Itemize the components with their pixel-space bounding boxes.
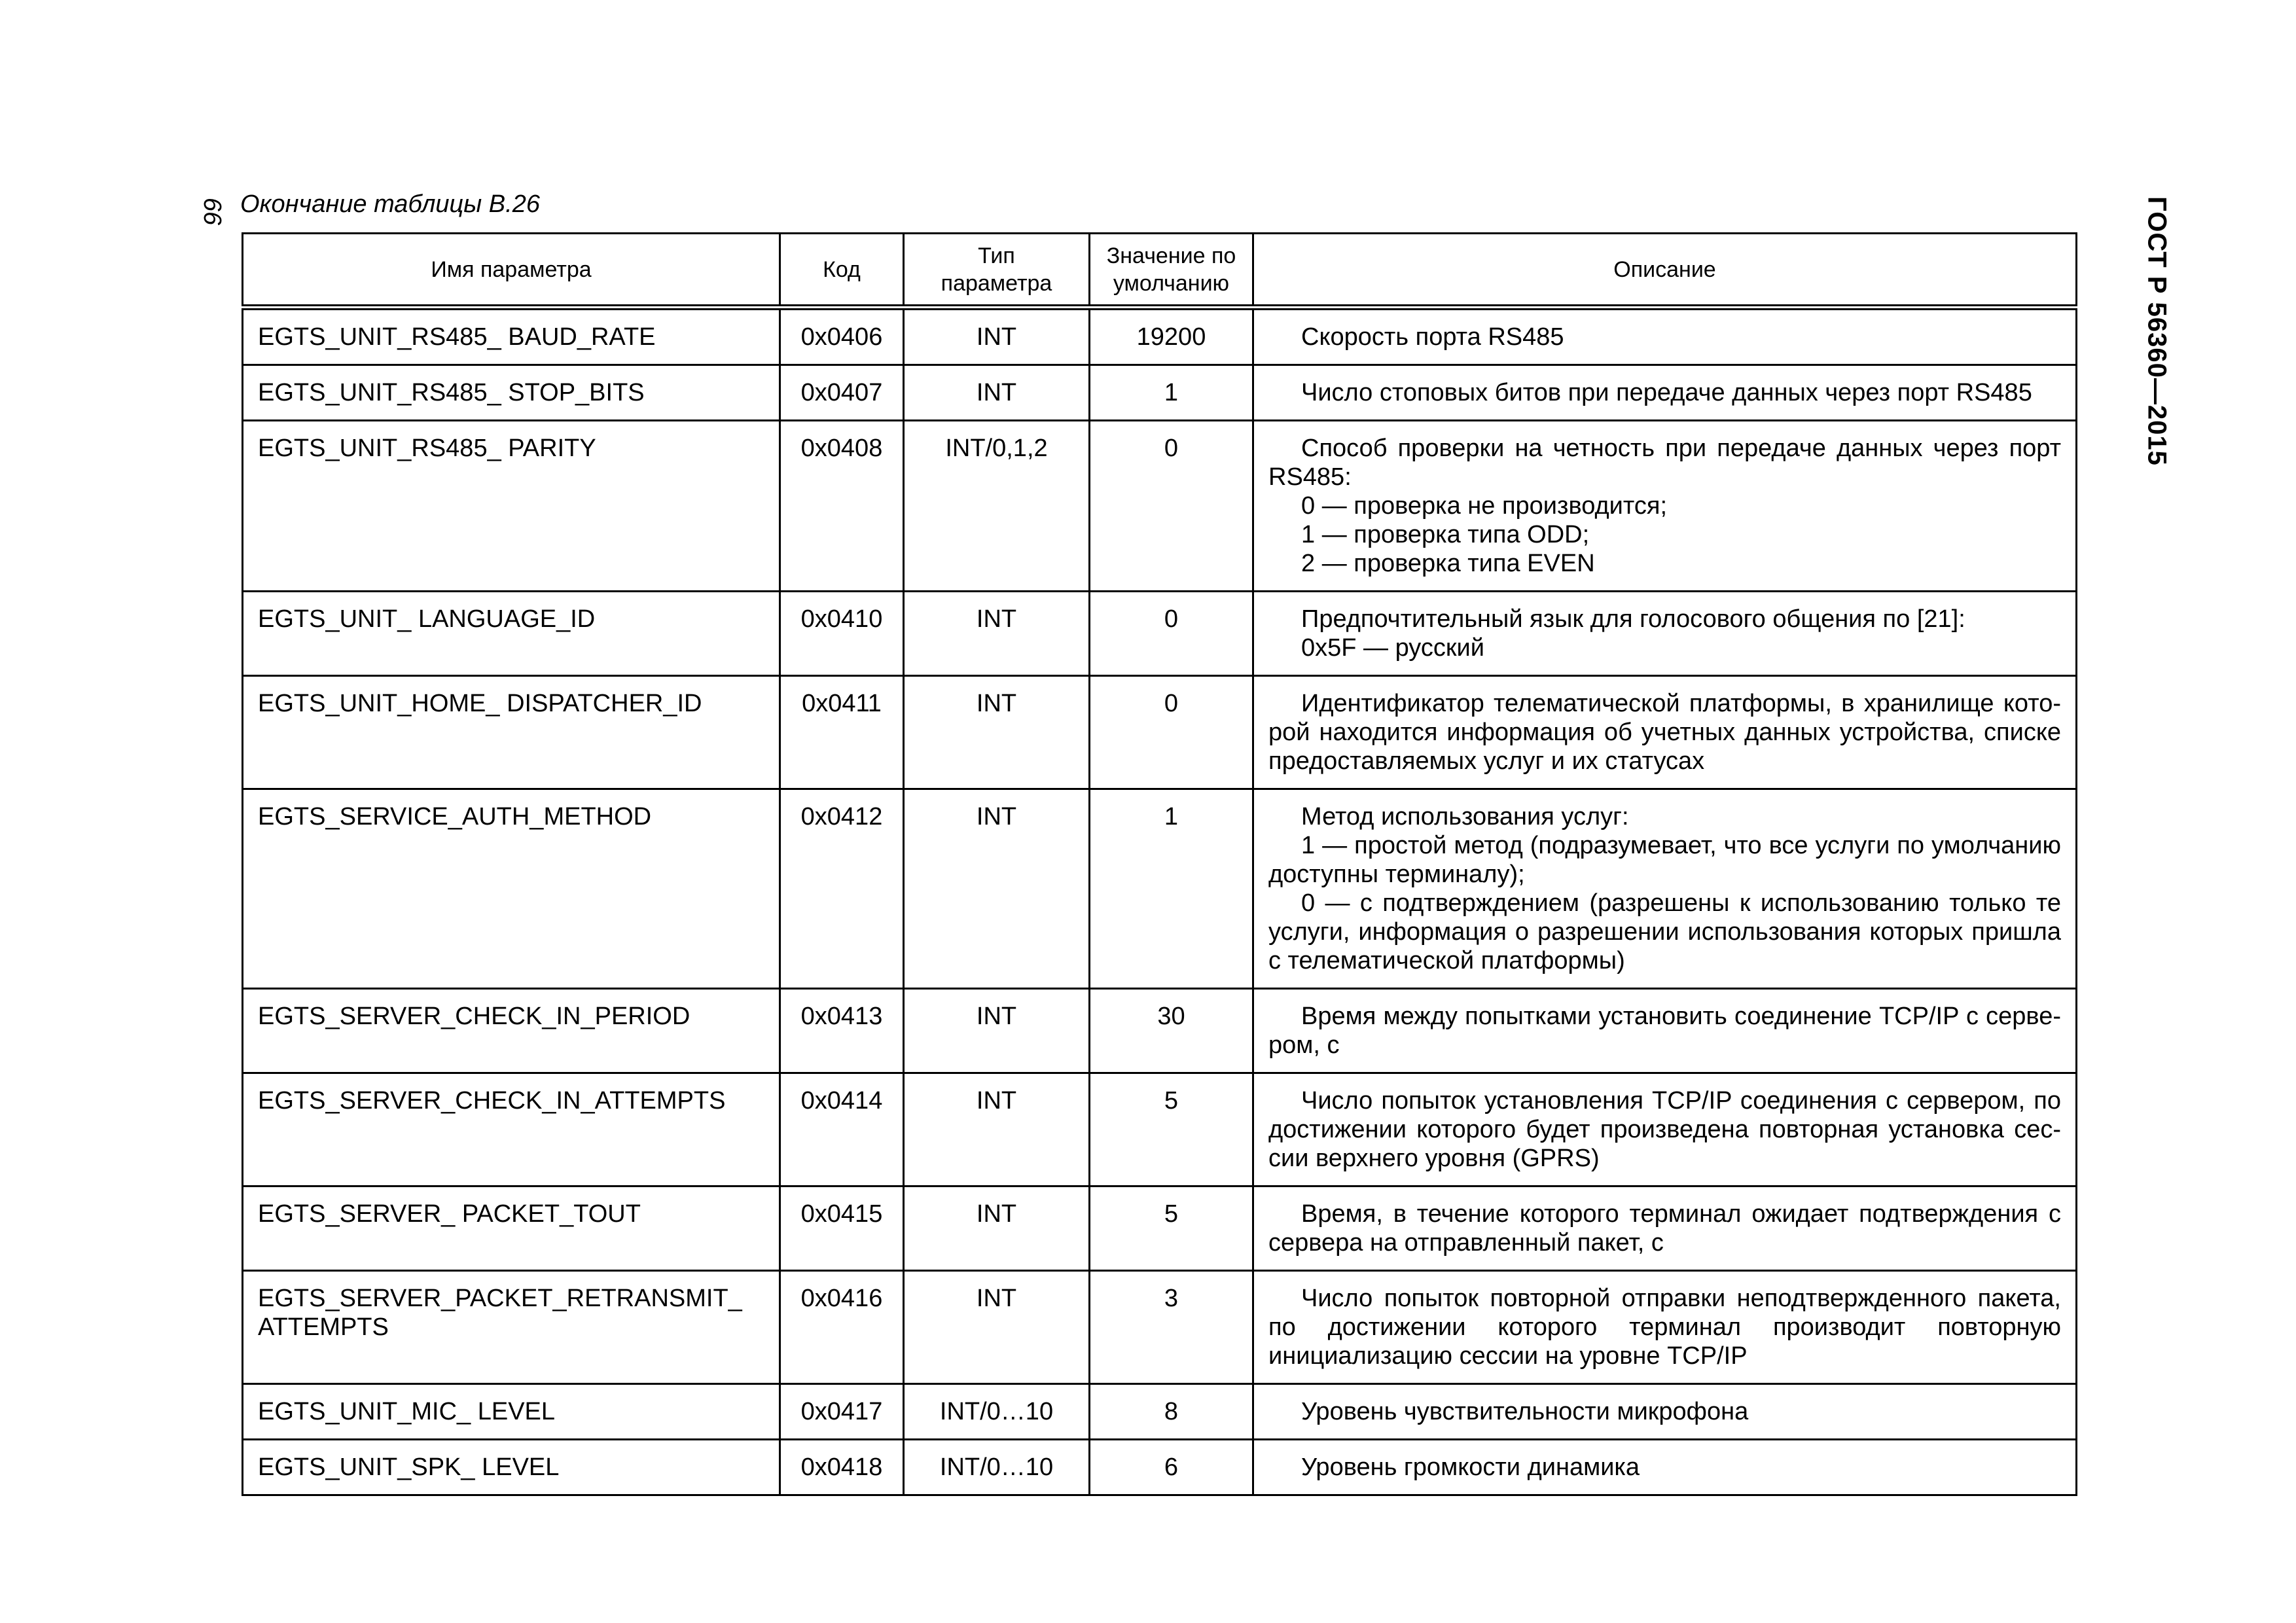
default-cell: 19200 bbox=[1090, 308, 1253, 365]
header-type: Тип параметра bbox=[904, 234, 1090, 308]
type-cell: INT bbox=[904, 1271, 1090, 1384]
param-name-cell: EGTS_SERVER_ PACKET_TOUT bbox=[243, 1186, 780, 1271]
code-cell: 0x0412 bbox=[780, 789, 904, 989]
default-cell: 0 bbox=[1090, 592, 1253, 676]
description-line: Число попыток повторной отправки неподтвержденного пакета, по достижении которого терминал производит повторную инициализацию сессии на уровне TCP/IP bbox=[1268, 1285, 2061, 1370]
description-line: Метод использования услуг: bbox=[1301, 803, 1629, 830]
code-cell: 0x0410 bbox=[780, 592, 904, 676]
type-cell: INT bbox=[904, 308, 1090, 365]
code-cell: 0x0418 bbox=[780, 1440, 904, 1495]
description-cell bbox=[1253, 1073, 2077, 1186]
code-cell: 0x0417 bbox=[780, 1384, 904, 1440]
description-cell bbox=[1253, 365, 2077, 421]
table-row bbox=[243, 1073, 2077, 1186]
param-name-cell: EGTS_SERVER_CHECK_IN_PERIOD bbox=[243, 989, 780, 1073]
description-line: Уровень громкости динамика bbox=[1301, 1454, 1640, 1481]
description-line: Число стоповых битов при передаче данных через порт RS485 bbox=[1301, 379, 2032, 406]
default-cell: 6 bbox=[1090, 1440, 1253, 1495]
description-line: 0 — проверка не производится; bbox=[1301, 492, 1668, 520]
code-cell: 0x0413 bbox=[780, 989, 904, 1073]
type-cell: INT bbox=[904, 1186, 1090, 1271]
type-cell: INT bbox=[904, 789, 1090, 989]
type-cell: INT bbox=[904, 1073, 1090, 1186]
code-cell: 0x0414 bbox=[780, 1073, 904, 1186]
code-cell: 0x0415 bbox=[780, 1186, 904, 1271]
table-row bbox=[243, 308, 2077, 365]
default-cell: 30 bbox=[1090, 989, 1253, 1073]
description-cell bbox=[1253, 1271, 2077, 1384]
param-name-cell: EGTS_UNIT_RS485_ STOP_BITS bbox=[243, 365, 780, 421]
param-name-cell: EGTS_UNIT_HOME_ DISPATCHER_ID bbox=[243, 676, 780, 789]
default-cell: 5 bbox=[1090, 1073, 1253, 1186]
param-name-cell: EGTS_UNIT_SPK_ LEVEL bbox=[243, 1440, 780, 1495]
table-row bbox=[243, 1271, 2077, 1384]
table-row bbox=[243, 1384, 2077, 1440]
code-cell: 0x0408 bbox=[780, 421, 904, 592]
description-line: 1 — проверка типа ODD; bbox=[1301, 521, 1590, 548]
description-line: Время между попытками установить соединение TCP/IP с сервером, с bbox=[1268, 1003, 2061, 1059]
param-name-cell: EGTS_SERVER_CHECK_IN_ATTEMPTS bbox=[243, 1073, 780, 1186]
table-row bbox=[243, 1186, 2077, 1271]
default-cell: 3 bbox=[1090, 1271, 1253, 1384]
default-cell: 8 bbox=[1090, 1384, 1253, 1440]
description-cell bbox=[1253, 676, 2077, 789]
description-line: Идентификатор телематической платформы, в хранилище которой находится информация об учетных данных устройства, списке предоставляемых услуг и их статусах bbox=[1268, 690, 2061, 775]
description-line: Способ проверки на четность при передаче данных через порт RS485: bbox=[1268, 435, 2061, 491]
header-code: Код bbox=[780, 234, 904, 308]
default-cell: 0 bbox=[1090, 676, 1253, 789]
param-name-cell: EGTS_UNIT_RS485_ PARITY bbox=[243, 421, 780, 592]
code-cell: 0x0411 bbox=[780, 676, 904, 789]
description-line: Предпочтительный язык для голосового общения по [21]: bbox=[1301, 605, 1965, 633]
default-cell: 1 bbox=[1090, 365, 1253, 421]
table-header-row bbox=[243, 234, 2077, 308]
description-cell bbox=[1253, 308, 2077, 365]
description-line: Уровень чувствительности микрофона bbox=[1301, 1398, 1749, 1425]
type-cell: INT bbox=[904, 365, 1090, 421]
param-name-cell: EGTS_UNIT_ LANGUAGE_ID bbox=[243, 592, 780, 676]
param-name-cell: EGTS_UNIT_MIC_ LEVEL bbox=[243, 1384, 780, 1440]
code-cell: 0x0406 bbox=[780, 308, 904, 365]
table-row bbox=[243, 592, 2077, 676]
description-line: Число попыток установления TCP/IP соединения с сервером, по достижении которого будет произведена повторная установка сессии верхнего уровня (GPRS) bbox=[1268, 1087, 2061, 1172]
table-body bbox=[243, 308, 2077, 1495]
table-row bbox=[243, 421, 2077, 592]
type-cell: INT bbox=[904, 592, 1090, 676]
code-cell: 0x0416 bbox=[780, 1271, 904, 1384]
table-caption: Окончание таблицы В.26 bbox=[240, 190, 540, 218]
description-cell bbox=[1253, 421, 2077, 592]
standard-title bbox=[2137, 194, 2176, 469]
default-cell: 0 bbox=[1090, 421, 1253, 592]
code-cell: 0x0407 bbox=[780, 365, 904, 421]
parameters-table bbox=[242, 232, 2077, 1496]
page-number: 66 bbox=[198, 197, 226, 226]
description-cell bbox=[1253, 1384, 2077, 1440]
header-description: Описание bbox=[1253, 234, 2077, 308]
param-name-cell: EGTS_SERVICE_AUTH_METHOD bbox=[243, 789, 780, 989]
param-name-cell: EGTS_SERVER_PACKET_RETRANSMIT_ ATTEMPTS bbox=[243, 1271, 780, 1384]
standard-title-text: ГОСТ Р 56360—2015 bbox=[2142, 196, 2172, 466]
description-cell bbox=[1253, 1186, 2077, 1271]
description-line: 0 — с подтверждением (разрешены к использованию только те услуги, информация о разрешении использования которых пришла с телематической платформы) bbox=[1268, 889, 2061, 974]
description-cell bbox=[1253, 1440, 2077, 1495]
table-row bbox=[243, 789, 2077, 989]
description-line: 0x5F — русский bbox=[1301, 634, 1484, 662]
description-cell bbox=[1253, 989, 2077, 1073]
type-cell: INT/0,1,2 bbox=[904, 421, 1090, 592]
description-line: Скорость порта RS485 bbox=[1301, 323, 1564, 351]
description-cell bbox=[1253, 592, 2077, 676]
type-cell: INT/0…10 bbox=[904, 1440, 1090, 1495]
header-name: Имя параметра bbox=[243, 234, 780, 308]
description-line: 2 — проверка типа EVEN bbox=[1301, 550, 1595, 577]
type-cell: INT bbox=[904, 989, 1090, 1073]
table-row bbox=[243, 365, 2077, 421]
table-row bbox=[243, 989, 2077, 1073]
type-cell: INT/0…10 bbox=[904, 1384, 1090, 1440]
header-default: Значение по умолчанию bbox=[1090, 234, 1253, 308]
type-cell: INT bbox=[904, 676, 1090, 789]
default-cell: 1 bbox=[1090, 789, 1253, 989]
description-line: 1 — простой метод (подразумевает, что все услуги по умолчанию доступны терминалу); bbox=[1268, 832, 2061, 888]
table-row bbox=[243, 1440, 2077, 1495]
description-line: Время, в течение которого терминал ожидает подтверждения с сервера на отправленный пакет, с bbox=[1268, 1200, 2061, 1257]
table-row bbox=[243, 676, 2077, 789]
default-cell: 5 bbox=[1090, 1186, 1253, 1271]
description-cell bbox=[1253, 789, 2077, 989]
param-name-cell: EGTS_UNIT_RS485_ BAUD_RATE bbox=[243, 308, 780, 365]
